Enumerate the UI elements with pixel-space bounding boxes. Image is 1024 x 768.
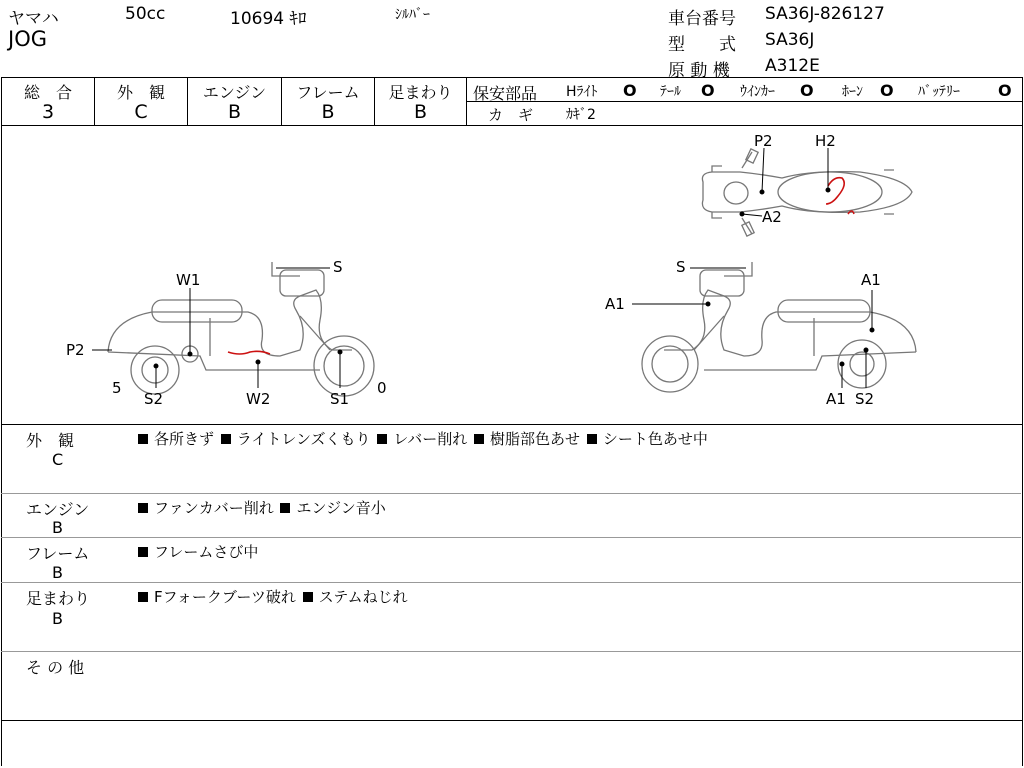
color: ｼﾙﾊﾞｰ	[395, 7, 430, 23]
maker: ヤマハ	[8, 9, 59, 29]
note-exterior-grade: C	[52, 450, 64, 469]
safety-taillight: ﾃｰﾙ	[660, 84, 681, 100]
circle-mark-icon: O	[623, 81, 637, 100]
bullet-icon	[138, 592, 148, 602]
engine-grade-label: エンジン	[202, 83, 267, 102]
note-exterior-items	[136, 428, 708, 449]
note-suspension-title: 足まわり	[26, 589, 91, 608]
label-right-s: S	[676, 258, 686, 276]
mileage: 10694 ｷﾛ	[230, 9, 307, 29]
circle-mark-icon: O	[701, 81, 715, 100]
frame-grade-label: フレーム	[296, 83, 360, 102]
engine-grade: B	[227, 101, 242, 123]
note-engine-items	[136, 497, 386, 518]
bullet-icon	[280, 503, 290, 513]
type-label: 型 式	[668, 35, 736, 55]
top-view-sketch	[702, 149, 912, 236]
bullet-icon	[474, 434, 484, 444]
note-engine-grade: B	[52, 518, 63, 537]
divider	[1, 582, 1021, 583]
divider	[1, 537, 1021, 538]
bullet-icon	[138, 434, 148, 444]
label-top-h2: H2	[815, 132, 836, 150]
safety-horn: ﾎｰﾝ	[842, 84, 863, 100]
frame-grade: B	[321, 101, 335, 123]
bullet-icon	[138, 503, 148, 513]
note-item: レバー削れ	[393, 430, 468, 448]
label-right-a1: A1	[605, 295, 625, 313]
note-item: ライトレンズくもり	[236, 430, 371, 448]
frame-no-label: 車台番号	[668, 9, 736, 29]
note-item: フレームさび中	[154, 543, 259, 561]
note-suspension-items	[136, 586, 408, 607]
divider	[1, 651, 1021, 652]
label-left-w2: W2	[246, 390, 271, 408]
total-label: 総 合	[23, 83, 72, 102]
label-right-s2: S2	[855, 390, 875, 408]
note-engine-title: エンジン	[26, 500, 90, 519]
exterior-grade: C	[134, 101, 148, 123]
label-left-w1: W1	[176, 271, 201, 289]
bullet-icon	[377, 434, 387, 444]
engine-label: 原 動 機	[668, 61, 730, 81]
note-frame-title: フレーム	[26, 544, 90, 563]
safety-headlight: Hﾗｲﾄ	[566, 84, 598, 100]
type-value: SA36J	[765, 30, 815, 50]
left-side-sketch	[108, 262, 374, 396]
label-left-s2: S2	[144, 390, 164, 408]
safety-winker: ｳｲﾝｶｰ	[740, 84, 775, 100]
label-left-5: 5	[112, 379, 122, 397]
note-item: 樹脂部色あせ	[490, 430, 581, 448]
displacement: 50cc	[125, 4, 166, 24]
circle-mark-icon: O	[880, 81, 894, 100]
divider	[1, 720, 1022, 721]
note-item: Fフォークブーツ破れ	[154, 588, 296, 606]
note-suspension-grade: B	[52, 609, 63, 628]
note-exterior-title: 外 観	[26, 431, 75, 450]
circle-mark-icon: O	[800, 81, 814, 100]
engine-value: A312E	[765, 56, 820, 76]
bullet-icon	[587, 434, 597, 444]
note-other-title: そ の 他	[26, 658, 85, 677]
label-right-a1-top: A1	[861, 271, 881, 289]
bullet-icon	[221, 434, 231, 444]
model-name: JOG	[8, 27, 47, 51]
label-right-a1-bottom: A1	[826, 390, 846, 408]
note-item: ファンカバー削れ	[154, 499, 274, 517]
bullet-icon	[138, 547, 148, 557]
note-item: シート色あせ中	[602, 430, 708, 448]
note-item: 各所きず	[154, 430, 215, 448]
note-frame-grade: B	[52, 563, 63, 582]
exterior-label: 外 観	[116, 83, 165, 102]
safety-battery: ﾊﾞｯﾃﾘｰ	[918, 84, 960, 100]
label-left-0: 0	[377, 379, 387, 397]
note-item: ステムねじれ	[318, 588, 408, 606]
label-left-p2: P2	[66, 341, 85, 359]
damage-marks	[228, 178, 854, 354]
divider	[1, 493, 1021, 494]
label-top-a2: A2	[762, 208, 782, 226]
total-grade: 3	[41, 101, 55, 123]
label-left-s: S	[333, 258, 343, 276]
frame-no: SA36J-826127	[765, 4, 885, 24]
circle-mark-icon: O	[998, 81, 1012, 100]
suspension-grade-label: 足まわり	[388, 83, 453, 102]
safety-label: 保安部品	[473, 84, 538, 103]
label-top-p2: P2	[754, 132, 773, 150]
bullet-icon	[303, 592, 313, 602]
suspension-grade: B	[413, 101, 428, 123]
key-value: ｶｷﾞ2	[566, 107, 596, 123]
note-item: エンジン音小	[296, 499, 386, 517]
label-left-s1: S1	[330, 390, 350, 408]
key-label: カ ギ	[488, 106, 534, 124]
note-frame-items	[136, 541, 258, 562]
